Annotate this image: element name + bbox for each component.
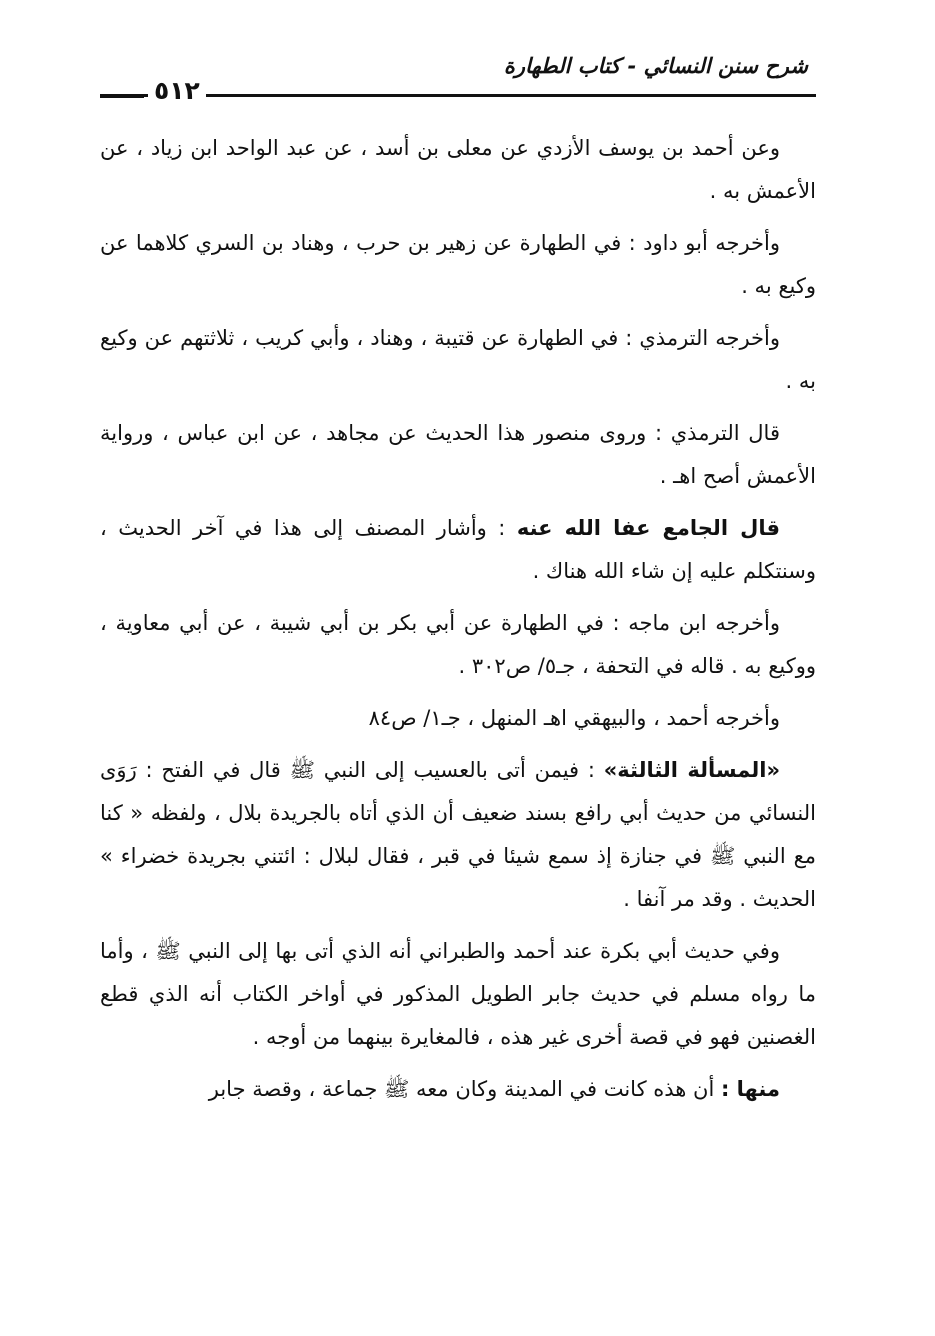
paragraph [100, 749, 816, 921]
page-body [100, 127, 816, 1120]
page-header [100, 52, 816, 105]
paragraph-text: : فيمن أتى بالعسيب إلى النبي ﷺ قال في الفتح : رَوَى النسائي من حديث أبي رافع بسند ضعيف أن الذي أتاه بالجريدة بلال ، ولفظه « كنا مع النبي ﷺ في جنازة إذ سمع شيئا في قبر ، فقال لبلال : ائتني بجريدة خضراء » الحديث . وقد مر آنفا . [100, 758, 816, 911]
paragraph-lead: منها : [720, 1077, 780, 1101]
header-rule-accent [100, 94, 144, 98]
paragraph [100, 127, 816, 213]
paragraph-lead: قال الجامع عفا الله عنه [516, 516, 780, 540]
paragraph [100, 412, 816, 498]
paragraph [100, 697, 816, 740]
paragraph-text: وأخرجه الترمذي : في الطهارة عن قتيبة ، وهناد ، وأبي كريب ، ثلاثتهم عن وكيع به . [100, 326, 816, 393]
paragraph-text: : وأشار المصنف إلى هذا في آخر الحديث ، وسنتكلم عليه إن شاء الله هناك . [100, 516, 816, 583]
page-number: ٥١٢ [148, 76, 206, 105]
paragraph-text: وأخرجه أبو داود : في الطهارة عن زهير بن حرب ، وهناد بن السري كلاهما عن وكيع به . [100, 231, 816, 298]
paragraph [100, 930, 816, 1059]
paragraph [100, 222, 816, 308]
paragraph-lead: «المسألة الثالثة» [603, 758, 781, 782]
running-title: شرح سنن النسائي - كتاب الطهارة [503, 54, 808, 78]
paragraph [100, 602, 816, 688]
paragraph-text: وأخرجه ابن ماجه : في الطهارة عن أبي بكر بن أبي شيبة ، عن أبي معاوية ، ووكيع به . قاله في التحفة ، جـ٥/ ص٣٠٢ . [100, 611, 816, 678]
paragraph-text: وعن أحمد بن يوسف الأزدي عن معلى بن أسد ، عن عبد الواحد ابن زياد ، عن الأعمش به . [100, 136, 816, 203]
book-page [100, 52, 816, 1312]
paragraph [100, 1068, 816, 1111]
paragraph [100, 507, 816, 593]
header-rule [100, 94, 816, 97]
paragraph-text: قال الترمذي : وروى منصور هذا الحديث عن مجاهد ، عن ابن عباس ، ورواية الأعمش أصح اهـ . [100, 421, 816, 488]
paragraph-text: وفي حديث أبي بكرة عند أحمد والطبراني أنه الذي أتى بها إلى النبي ﷺ ، وأما ما رواه مسلم في حديث جابر الطويل المذكور في أواخر الكتاب أنه الذي قطع الغصنين فهو في قصة أخرى غير هذه ، فالمغايرة بينهما من أوجه . [100, 939, 816, 1049]
paragraph-text: أن هذه كانت في المدينة وكان معه ﷺ جماعة ، وقصة جابر [208, 1077, 721, 1101]
paragraph [100, 317, 816, 403]
paragraph-text: وأخرجه أحمد ، والبيهقي اهـ المنهل ، جـ١/ ص٨٤ [368, 706, 780, 730]
